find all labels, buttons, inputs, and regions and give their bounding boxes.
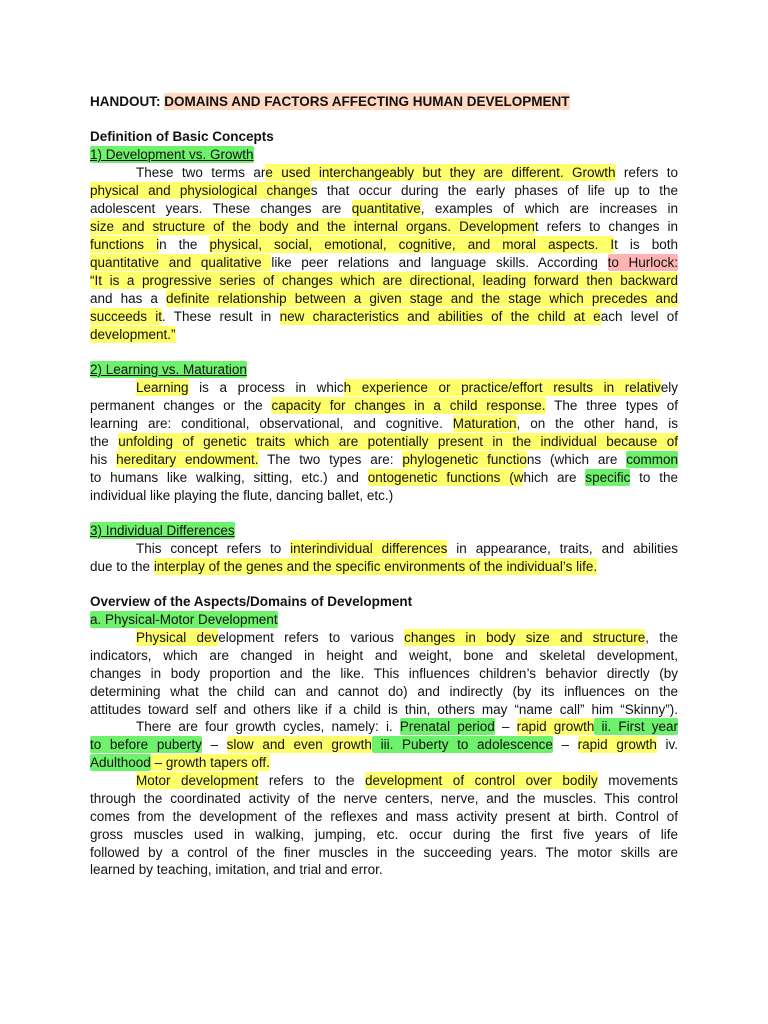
dev-vs-growth-heading — [90, 146, 678, 164]
highlight-span: changes in body size and structure — [404, 630, 646, 645]
text-span: The two types are: — [258, 452, 403, 467]
text-span: changes in body proportion and the like. This influences children’s behavior directly (by — [90, 666, 678, 681]
paragraph-line — [90, 469, 678, 487]
paragraph-line — [90, 451, 678, 469]
definition-heading: Definition of Basic Concepts — [90, 129, 274, 144]
dev-vs-growth-heading-text: 1) Development vs. Growth — [90, 147, 254, 162]
text-span: comes from the development of the reflexes and mass activity present at birth. Control of — [90, 809, 678, 824]
highlight-span: physical and physiological change — [90, 183, 311, 198]
paragraph-line — [90, 308, 678, 326]
paragraph-line — [90, 433, 678, 451]
text-span: t refers to changes in — [534, 219, 678, 234]
highlight-span: Adulthood — [90, 755, 151, 770]
text-span: ach level of — [600, 309, 678, 324]
text-span: – — [494, 719, 517, 734]
text-span: – — [201, 737, 227, 752]
text-span: learning are: conditional, observational, and cognitive. — [90, 416, 453, 431]
text-span: like peer relations and language skills. According — [271, 255, 608, 270]
physical-motor-heading-text: a. Physical-Motor Development — [90, 612, 278, 627]
paragraph-line — [90, 236, 678, 254]
text-span: This concept refers to — [136, 541, 291, 556]
individual-differences-heading — [90, 522, 678, 540]
highlight-span: new characteristics and abilities of the child at e — [279, 309, 601, 324]
paragraph-line — [90, 558, 678, 576]
highlight-span: development.” — [90, 327, 176, 342]
highlight-span: h experience or practice/effort results in relativ — [343, 380, 661, 395]
paragraph-line — [90, 826, 678, 844]
physical-motor-heading — [90, 611, 678, 629]
paragraph-line — [90, 665, 678, 683]
text-span: These two terms ar — [136, 165, 266, 180]
paragraph-line — [90, 647, 678, 665]
text-span: n the — [159, 237, 210, 252]
paragraph-line — [90, 844, 678, 862]
paragraph-line — [136, 379, 678, 397]
text-span: The three types of — [545, 398, 679, 413]
text-span: to the — [630, 470, 678, 485]
individual-differences-heading-text: 3) Individual Differences — [90, 523, 235, 538]
highlight-span: Motor development — [136, 773, 259, 788]
paragraph-line — [90, 182, 678, 200]
paragraph-line — [90, 254, 678, 272]
text-span: through the coordinated activity of the nerve centers, nerve, and the muscles. This control — [90, 791, 678, 806]
text-span: in appearance, traits, and abilities — [447, 541, 679, 556]
paragraph-line — [90, 326, 678, 344]
text-span: followed by a control of the finer muscles in the succeeding years. The motor skills are — [90, 845, 678, 860]
highlight-span: rapid growth — [577, 737, 657, 752]
text-span: his — [90, 452, 117, 467]
handout-label: HANDOUT: — [90, 94, 165, 109]
paragraph-line — [90, 861, 678, 879]
text-span: ely — [660, 380, 678, 395]
text-span: attitudes toward self and others like if a child is thin, others may “name call” him “Skinny”). — [90, 702, 678, 717]
highlight-span: hereditary endowment. — [116, 452, 259, 467]
paragraph-line — [136, 772, 678, 790]
paragraph-line — [90, 790, 678, 808]
text-span: refers to the — [258, 773, 365, 788]
highlight-span: physical, social, emotional, cognitive, and moral aspects. I — [209, 237, 615, 252]
highlight-span: e used interchangeably but they are different. Growth — [265, 165, 616, 180]
text-span: learned by teaching, imitation, and trial and error. — [90, 862, 383, 877]
paragraph-line — [90, 415, 678, 433]
paragraph-line — [90, 487, 678, 505]
paragraph-line — [90, 701, 678, 719]
text-span: hich are — [523, 470, 586, 485]
highlight-span: size and structure of the body and the internal organs. Developmen — [90, 219, 535, 234]
paragraph-line — [90, 397, 678, 415]
text-span: determining what the child can and cannot do) and indirectly (by its influences on the — [90, 684, 678, 699]
paragraph-line — [90, 754, 678, 772]
text-span: movements — [597, 773, 679, 788]
learning-vs-maturation-heading — [90, 361, 678, 379]
highlight-span: Maturation — [452, 416, 517, 431]
text-span: , the — [645, 630, 679, 645]
paragraph-line — [90, 272, 678, 290]
text-span: t is both — [614, 237, 678, 252]
text-span: , on the other hand, is — [516, 416, 678, 431]
text-span: the — [90, 434, 119, 449]
handout-title — [90, 93, 678, 111]
text-span: iv. — [656, 737, 679, 752]
highlight-span: quantitative — [351, 201, 421, 216]
highlight-span: Prenatal period — [399, 719, 495, 734]
highlight-span: to before puberty — [90, 737, 202, 752]
paragraph-line — [90, 683, 678, 701]
highlight-span: “It is a progressive series of changes which are directional, leading forward then backward — [90, 273, 678, 288]
highlight-span: capacity for changes in a child response. — [271, 398, 546, 413]
text-span: indicators, which are changed in height and weight, bone and skeletal development, — [90, 648, 678, 663]
text-span: There are four growth cycles, namely: i. — [136, 719, 400, 734]
text-span: individual like playing the flute, dancing ballet, etc.) — [90, 488, 394, 503]
highlight-span: quantitative and qualitative — [90, 255, 272, 270]
highlight-span: phylogenetic functio — [402, 452, 527, 467]
highlight-span: Learning — [136, 380, 189, 395]
paragraph-line — [136, 629, 678, 647]
highlight-span: common — [626, 452, 678, 467]
highlight-span: to Hurlock: — [607, 255, 678, 270]
text-span: due to the — [90, 559, 154, 574]
highlight-span: – growth tapers off. — [150, 755, 270, 770]
text-span: . These result in — [162, 309, 280, 324]
highlight-span: ii. First year — [594, 719, 679, 734]
text-span: – — [552, 737, 578, 752]
text-span: elopment refers to various — [218, 630, 405, 645]
handout-title-text: DOMAINS AND FACTORS AFFECTING HUMAN DEVELOPMENT — [164, 94, 570, 109]
highlight-span: interplay of the genes and the specific environments of the individual’s life. — [153, 559, 598, 574]
text-span: to humans like walking, sitting, etc.) and — [90, 470, 368, 485]
paragraph-line — [90, 218, 678, 236]
highlight-span: definite relationship between a given stage and the stage which precedes and — [166, 291, 678, 306]
highlight-span: ontogenetic functions (w — [367, 470, 524, 485]
highlight-span: succeeds it — [90, 309, 163, 324]
paragraph-line — [136, 718, 678, 736]
text-span: s that occur during the early phases of life up to the — [310, 183, 678, 198]
text-span: gross muscles used in walking, jumping, etc. occur during the first five years of life — [90, 827, 678, 842]
highlight-span: rapid growth — [516, 719, 595, 734]
paragraph-line — [136, 540, 678, 558]
paragraph-line — [90, 736, 678, 754]
highlight-span: functions i — [90, 237, 160, 252]
text-span: adolescent years. These changes are — [90, 201, 352, 216]
text-span: , examples of which are increases in — [420, 201, 678, 216]
paragraph-line — [90, 808, 678, 826]
text-span: permanent changes or the — [90, 398, 272, 413]
highlight-span: development of control over bodily — [364, 773, 598, 788]
text-span: and has a — [90, 291, 166, 306]
text-span: is a process in whic — [188, 380, 344, 395]
text-span: refers to — [615, 165, 678, 180]
highlight-span: interindividual differences — [290, 541, 448, 556]
learning-vs-maturation-heading-text: 2) Learning vs. Maturation — [90, 362, 247, 377]
paragraph-line — [136, 164, 678, 182]
highlight-span: specific — [585, 470, 631, 485]
overview-heading: Overview of the Aspects/Domains of Development — [90, 594, 413, 609]
paragraph-line — [90, 290, 678, 308]
highlight-span: unfolding of genetic traits which are potentially present in the individual because of — [118, 434, 678, 449]
highlight-span: slow and even growth — [226, 737, 372, 752]
highlight-span: iii. Puberty to adolescence — [371, 737, 553, 752]
paragraph-line — [90, 200, 678, 218]
text-span: ns (which are — [526, 452, 627, 467]
highlight-span: Physical dev — [136, 630, 219, 645]
